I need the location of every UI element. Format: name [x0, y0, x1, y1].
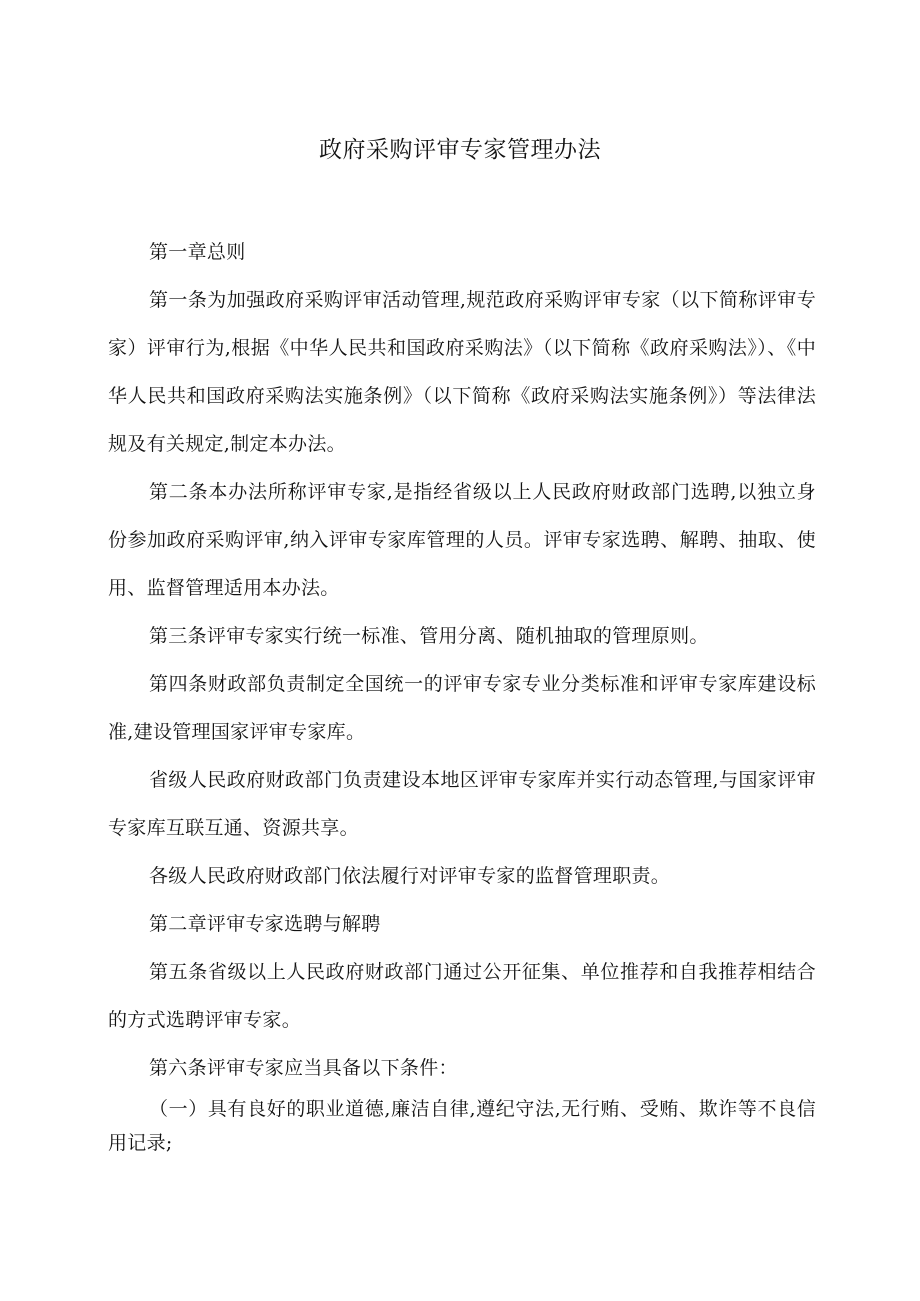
- paragraph-article-3: 第三条评审专家实行统一标准、管用分离、随机抽取的管理原则。: [149, 625, 709, 647]
- paragraph-supervision: 各级人民政府财政部门依法履行对评审专家的监督管理职责。: [149, 865, 671, 887]
- paragraph-article-4: 第四条财政部负责制定全国统一的评审专家专业分类标准和评审专家库建设标准,建设管理国家评审专家库。: [108, 673, 816, 743]
- paragraph-article-1: 第一条为加强政府采购评审活动管理,规范政府采购评审专家（以下简称评审专家）评审行为,根据《中华人民共和国政府采购法》（以下简称《政府采购法》）、《中华人民共和国政府采购法实施条例》（以下简称《政府采购法实施条例》）等法律法规及有关规定,制定本办法。: [108, 289, 816, 455]
- chapter-heading: 第一章总则: [149, 241, 246, 263]
- paragraph-article-5: 第五条省级以上人民政府财政部门通过公开征集、单位推荐和自我推荐相结合的方式选聘评审专家。: [108, 961, 816, 1031]
- paragraph-article-2: 第二条本办法所称评审专家,是指经省级以上人民政府财政部门选聘,以独立身份参加政府采购评审,纳入评审专家库管理的人员。评审专家选聘、解聘、抽取、使用、监督管理适用本办法。: [108, 481, 816, 599]
- document-title: 政府采购评审专家管理办法: [319, 137, 601, 163]
- paragraph-article-6: 第六条评审专家应当具备以下条件：: [149, 1057, 458, 1079]
- chapter-heading: 第二章评审专家选聘与解聘: [149, 913, 381, 935]
- list-item-condition-1: （一）具有良好的职业道德,廉洁自律,遵纪守法,无行贿、受贿、欺诈等不良信用记录;: [108, 1098, 816, 1154]
- paragraph-provincial: 省级人民政府财政部门负责建设本地区评审专家库并实行动态管理,与国家评审专家库互联互通、资源共享。: [108, 769, 816, 839]
